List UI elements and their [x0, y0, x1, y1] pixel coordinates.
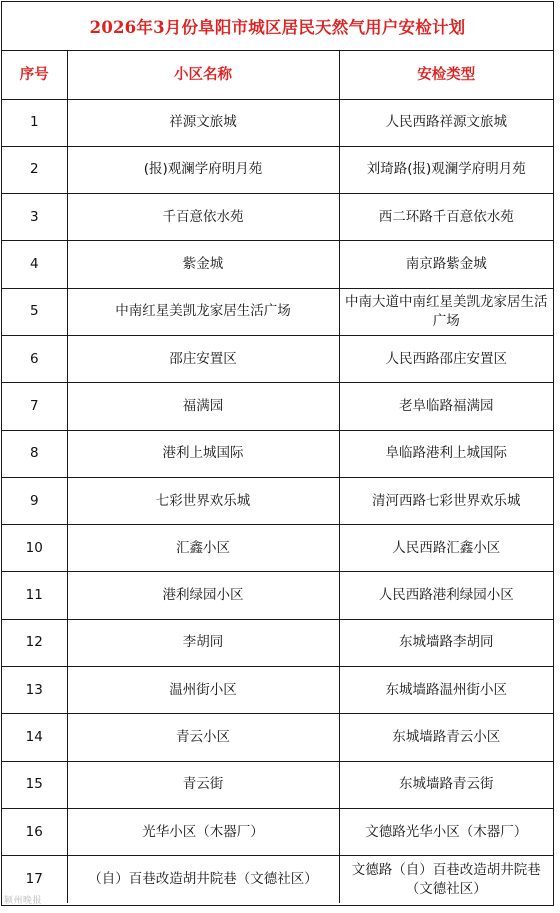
row-inspection: 文德路光华小区（木器厂）	[339, 808, 553, 855]
table-row	[2, 477, 553, 524]
row-serial: 5	[2, 288, 67, 335]
row-serial: 9	[2, 477, 67, 524]
table-header-row	[2, 51, 553, 99]
row-inspection: 刘琦路(报)观澜学府明月苑	[339, 146, 553, 193]
table-row	[2, 667, 553, 714]
row-inspection: 老阜临路福满园	[339, 383, 553, 430]
row-inspection: 中南大道中南红星美凯龙家居生活广场	[339, 288, 553, 335]
watermark-logo: 颍州晚报	[4, 896, 43, 906]
row-community: 港利绿园小区	[67, 572, 339, 619]
schedule-sheet	[1, 1, 554, 906]
row-inspection: 东城墙路青云小区	[339, 714, 553, 761]
table-row	[2, 241, 553, 288]
document-title: 2026年3月份阜阳市城区居民天然气用户安检计划	[2, 2, 553, 51]
row-community: (报)观澜学府明月苑	[67, 146, 339, 193]
row-community: 李胡同	[67, 619, 339, 666]
table-row	[2, 99, 553, 146]
row-community: 光华小区（木器厂）	[67, 808, 339, 855]
row-inspection: 阜临路港利上城国际	[339, 430, 553, 477]
table-row	[2, 856, 553, 903]
row-inspection: 人民西路祥源文旅城	[339, 99, 553, 146]
row-inspection: 东城墙路青云街	[339, 761, 553, 808]
row-community: （自）百巷改造胡井院巷（文德社区）	[67, 856, 339, 903]
row-serial: 8	[2, 430, 67, 477]
table-row	[2, 572, 553, 619]
table-row	[2, 288, 553, 335]
row-serial: 4	[2, 241, 67, 288]
row-community: 七彩世界欢乐城	[67, 477, 339, 524]
row-community: 温州街小区	[67, 667, 339, 714]
table-row	[2, 335, 553, 382]
row-inspection: 东城墙路温州街小区	[339, 667, 553, 714]
row-serial: 6	[2, 335, 67, 382]
row-community: 青云街	[67, 761, 339, 808]
row-inspection: 东城墙路李胡同	[339, 619, 553, 666]
row-community: 邵庄安置区	[67, 335, 339, 382]
row-serial: 10	[2, 525, 67, 572]
header-community-name: 小区名称	[67, 51, 339, 99]
row-community: 中南红星美凯龙家居生活广场	[67, 288, 339, 335]
row-serial: 1	[2, 99, 67, 146]
row-community: 紫金城	[67, 241, 339, 288]
table-row	[2, 808, 553, 855]
row-community: 千百意依水苑	[67, 194, 339, 241]
row-inspection: 人民西路邵庄安置区	[339, 335, 553, 382]
row-serial: 15	[2, 761, 67, 808]
inspection-table	[2, 51, 553, 903]
table-row	[2, 619, 553, 666]
table-row	[2, 430, 553, 477]
table-row	[2, 761, 553, 808]
table-row	[2, 383, 553, 430]
row-serial: 13	[2, 667, 67, 714]
row-serial: 14	[2, 714, 67, 761]
header-serial-number: 序号	[2, 51, 67, 99]
row-serial: 7	[2, 383, 67, 430]
row-community: 汇鑫小区	[67, 525, 339, 572]
row-community: 港利上城国际	[67, 430, 339, 477]
row-inspection: 文德路（自）百巷改造胡井院巷（文德社区）	[339, 856, 553, 903]
row-serial: 2	[2, 146, 67, 193]
row-community: 祥源文旅城	[67, 99, 339, 146]
table-row	[2, 714, 553, 761]
row-inspection: 清河西路七彩世界欢乐城	[339, 477, 553, 524]
row-serial: 3	[2, 194, 67, 241]
row-community: 福满园	[67, 383, 339, 430]
row-inspection: 人民西路汇鑫小区	[339, 525, 553, 572]
row-inspection: 南京路紫金城	[339, 241, 553, 288]
row-serial: 11	[2, 572, 67, 619]
header-inspection-type: 安检类型	[339, 51, 553, 99]
row-inspection: 西二环路千百意依水苑	[339, 194, 553, 241]
row-serial: 16	[2, 808, 67, 855]
table-row	[2, 146, 553, 193]
table-row	[2, 525, 553, 572]
table-row	[2, 194, 553, 241]
row-community: 青云小区	[67, 714, 339, 761]
row-inspection: 人民西路港利绿园小区	[339, 572, 553, 619]
row-serial: 17	[2, 856, 67, 903]
row-serial: 12	[2, 619, 67, 666]
